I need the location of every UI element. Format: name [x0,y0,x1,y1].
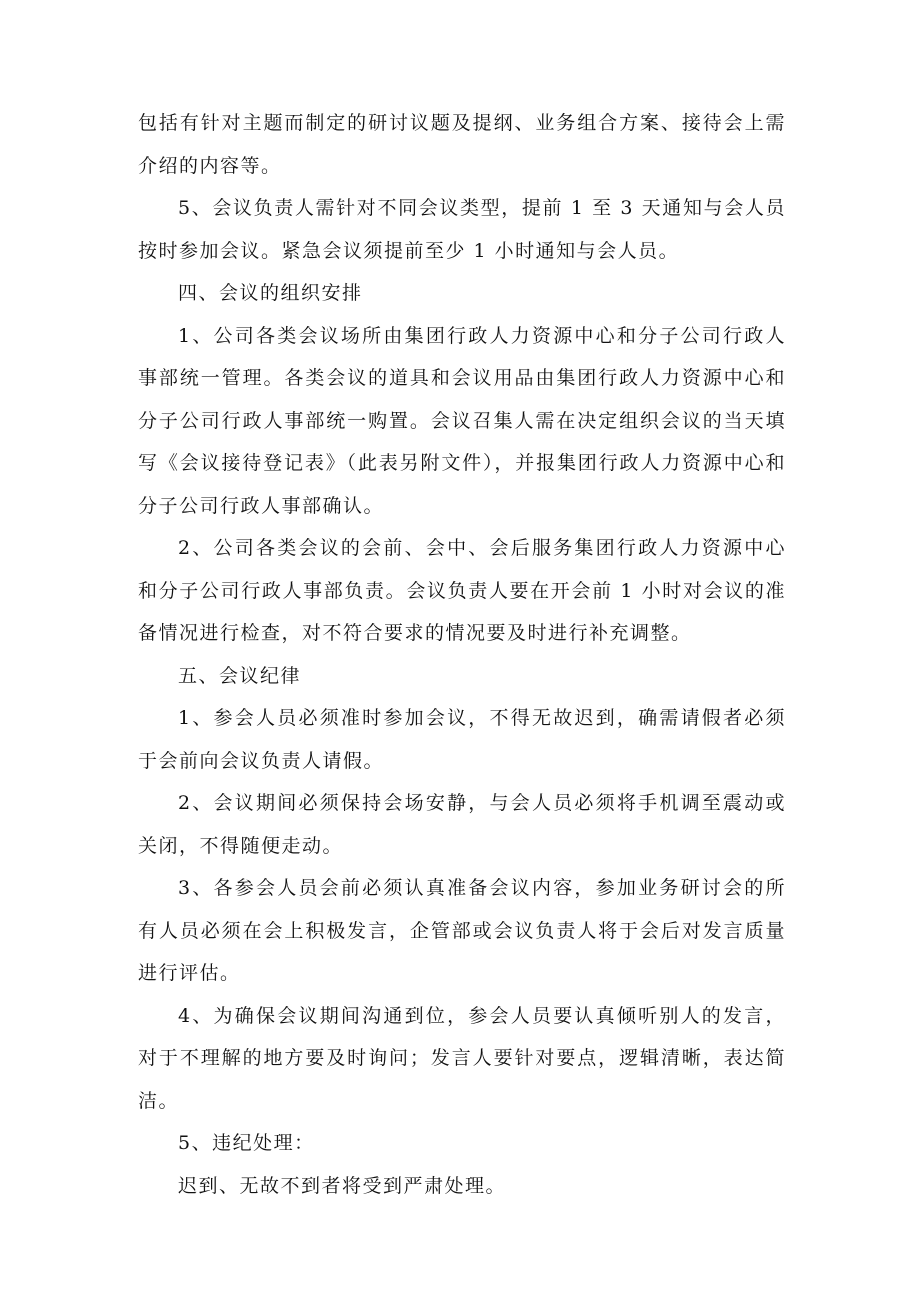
paragraph-item-2-service: 2、公司各类会议的会前、会中、会后服务集团行政人力资源中心和分子公司行政人事部负责。会议负责人要在开会前 1 小时对会议的准备情况进行检查，对不符合要求的情况要及时进行补充调整。 [138,537,786,644]
paragraph-discipline-3: 3、各参会人员会前必须认真准备会议内容，参加业务研讨会的所有人员必须在会上积极发言，企管部或会议负责人将于会后对发言质量进行评估。 [138,877,786,984]
paragraph-item-1-venue: 1、公司各类会议场所由集团行政人力资源中心和分子公司行政人事部统一管理。各类会议的道具和会议用品由集团行政人力资源中心和分子公司行政人事部统一购置。会议召集人需在决定组织会议的当天填写《会议接待登记表》（此表另附文件），并报集团行政人力资源中心和分子公司行政人事部确认。 [138,324,786,517]
paragraph-item-5-notice: 5、会议负责人需针对不同会议类型，提前 1 至 3 天通知与会人员按时参加会议。紧急会议须提前至少 1 小时通知与会人员。 [138,197,786,262]
paragraph-discipline-5: 5、违纪处理： [178,1132,315,1154]
paragraph-discipline-1: 1、参会人员必须准时参加会议，不得无故迟到，确需请假者必须于会前向会议负责人请假。 [138,707,786,772]
section-heading-5: 五、会议纪律 [178,664,302,687]
section-heading-4: 四、会议的组织安排 [178,282,363,304]
paragraph-discipline-4: 4、为确保会议期间沟通到位，参会人员要认真倾听别人的发言，对于不理解的地方要及时询问；发言人要针对要点，逻辑清晰，表达简洁。 [138,1004,786,1112]
paragraph-continuation: 包括有针对主题而制定的研讨议题及提纲、业务组合方案、接待会上需介绍的内容等。 [138,112,786,177]
paragraph-discipline-2: 2、会议期间必须保持会场安静，与会人员必须将手机调至震动或关闭，不得随便走动。 [138,792,786,857]
paragraph-penalty: 迟到、无故不到者将受到严肃处理。 [178,1174,507,1197]
document-page [138,102,786,1207]
